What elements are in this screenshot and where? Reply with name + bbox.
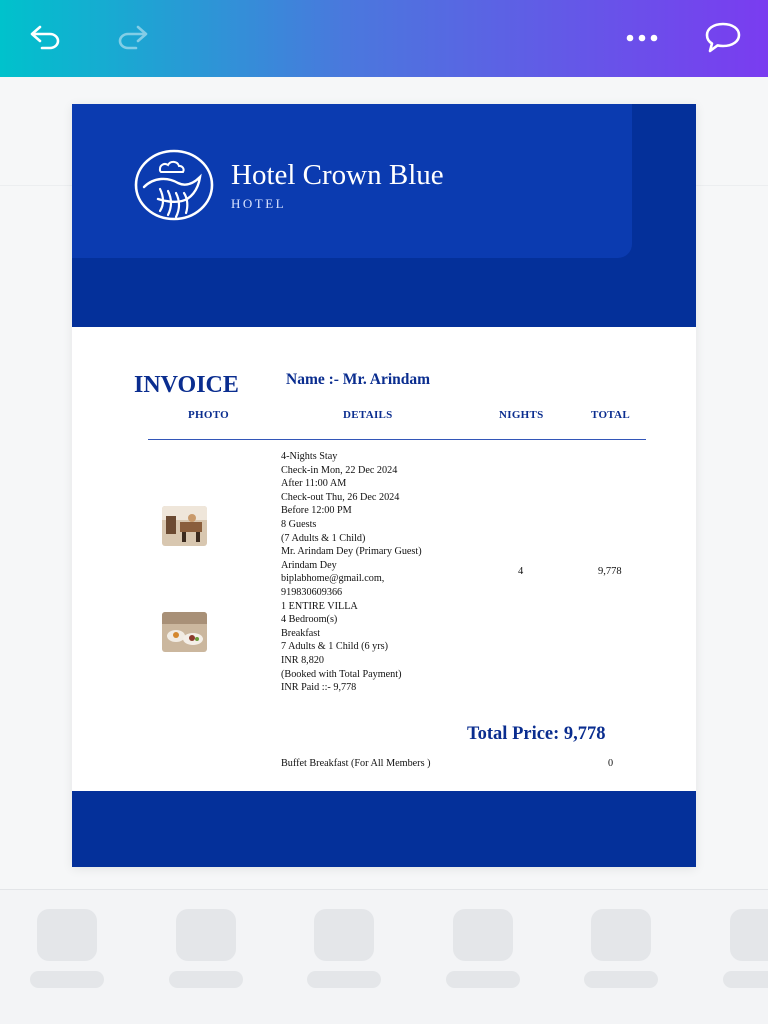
placeholder-tool-label xyxy=(30,971,104,988)
detail-line: 4 Bedroom(s) xyxy=(281,614,338,626)
redo-arrow-icon xyxy=(114,23,150,53)
hotel-name: Hotel Crown Blue xyxy=(231,159,444,191)
placeholder-tool-label xyxy=(307,971,381,988)
column-header-details: DETAILS xyxy=(343,409,393,421)
placeholder-tool[interactable] xyxy=(446,909,520,988)
invoice-page[interactable] xyxy=(72,104,696,867)
redo-button[interactable] xyxy=(108,14,156,62)
undo-button[interactable] xyxy=(22,14,70,62)
placeholder-tool-label xyxy=(584,971,658,988)
detail-line: INR 8,820 xyxy=(281,654,325,666)
detail-line: 4-Nights Stay xyxy=(281,451,338,462)
detail-line: Check-out Thu, 26 Dec 2024 xyxy=(281,491,400,503)
placeholder-tool[interactable] xyxy=(169,909,243,988)
placeholder-tool-icon xyxy=(37,909,97,961)
placeholder-tool-icon xyxy=(591,909,651,961)
detail-line: 1 ENTIRE VILLA xyxy=(281,600,358,612)
nights-value: 4 xyxy=(518,566,524,577)
detail-line: Breakfast xyxy=(281,627,321,639)
detail-line: INR Paid ::- 9,778 xyxy=(281,682,357,694)
bottom-toolbar xyxy=(0,889,768,1024)
placeholder-tool-icon xyxy=(176,909,236,961)
undo-arrow-icon xyxy=(28,23,64,53)
editor-toolbar xyxy=(0,0,768,77)
breakfast-photo xyxy=(162,612,207,652)
detail-line: 7 Adults & 1 Child (6 yrs) xyxy=(281,641,388,653)
detail-line: Arindam Dey xyxy=(281,559,337,571)
room-photo xyxy=(162,506,207,546)
more-options-button[interactable] xyxy=(618,14,666,62)
invoice-footer xyxy=(72,791,696,867)
detail-line: After 11:00 AM xyxy=(281,478,347,490)
placeholder-tool-icon xyxy=(453,909,513,961)
column-header-nights: NIGHTS xyxy=(499,409,544,421)
wave-cloud-logo-icon xyxy=(134,149,218,221)
guest-name: Name :- Mr. Arindam xyxy=(286,371,431,388)
booking-details xyxy=(281,450,481,695)
detail-line: biplabhome@gmail.com, xyxy=(281,573,385,585)
placeholder-tool[interactable] xyxy=(30,909,104,988)
invoice-title: INVOICE xyxy=(134,372,239,398)
placeholder-tool[interactable] xyxy=(584,909,658,988)
total-price: Total Price: 9,778 xyxy=(467,724,606,744)
detail-line: Mr. Arindam Dey (Primary Guest) xyxy=(281,546,422,558)
placeholder-tool-label xyxy=(169,971,243,988)
header-divider xyxy=(148,439,646,440)
placeholder-tool[interactable] xyxy=(307,909,381,988)
detail-line: 8 Guests xyxy=(281,518,317,530)
placeholder-tool-icon xyxy=(730,909,768,961)
detail-line: Before 12:00 PM xyxy=(281,505,352,517)
detail-line: (Booked with Total Payment) xyxy=(281,668,402,680)
comment-bubble-icon xyxy=(703,20,743,56)
invoice-header xyxy=(72,104,696,327)
placeholder-tool-label xyxy=(446,971,520,988)
placeholder-tool-label xyxy=(723,971,768,988)
more-dots-icon xyxy=(622,32,662,44)
placeholder-tool[interactable] xyxy=(723,909,768,988)
column-header-total: TOTAL xyxy=(591,409,630,421)
detail-line: (7 Adults & 1 Child) xyxy=(281,532,366,544)
placeholder-tool-icon xyxy=(314,909,374,961)
extra-item-value: 0 xyxy=(608,758,614,769)
detail-line: Check-in Mon, 22 Dec 2024 xyxy=(281,464,398,476)
detail-line: 919830609366 xyxy=(281,586,343,598)
extra-item-label: Buffet Breakfast (For All Members ) xyxy=(281,758,431,769)
total-value: 9,778 xyxy=(598,566,622,577)
column-header-photo: PHOTO xyxy=(188,409,230,421)
hotel-subtitle: HOTEL xyxy=(231,196,287,211)
comment-button[interactable] xyxy=(699,14,747,62)
